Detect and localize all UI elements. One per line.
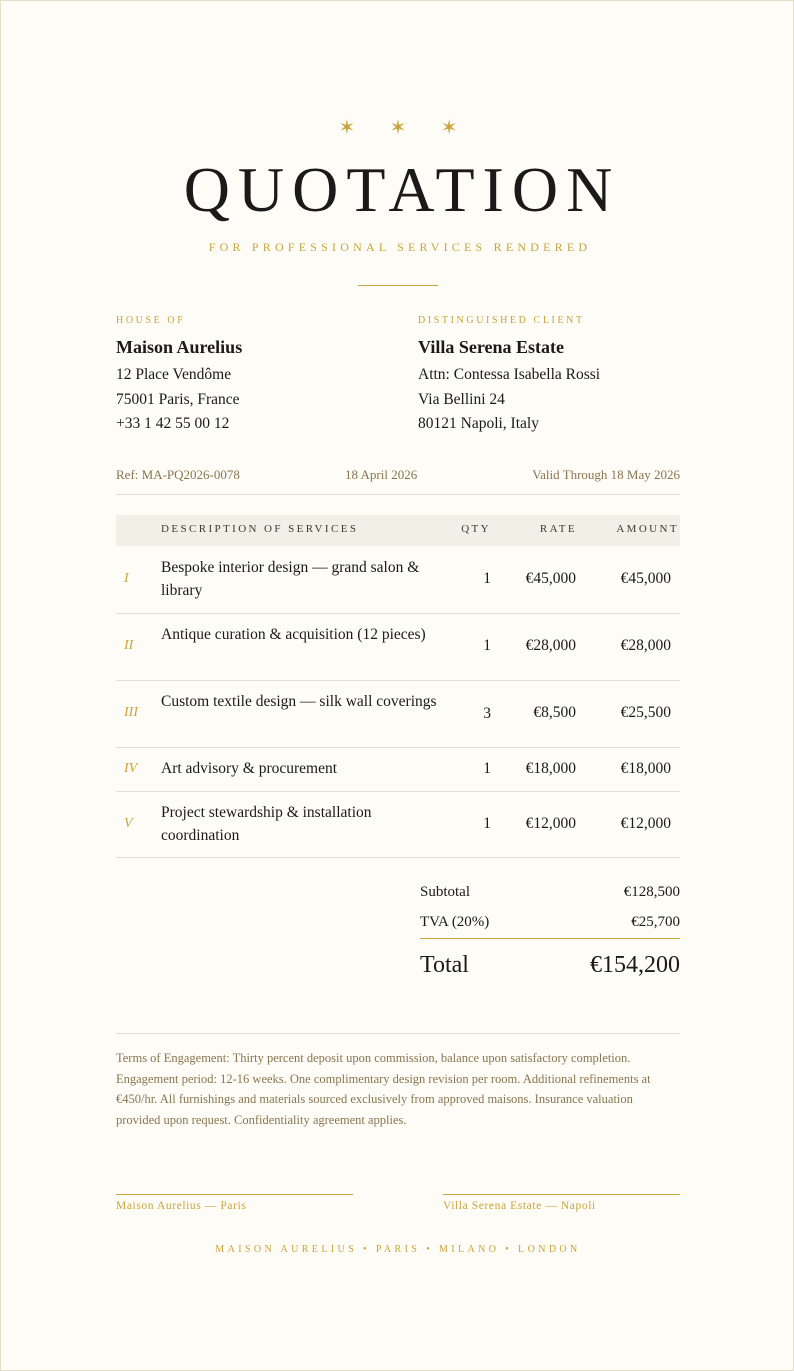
divider	[116, 494, 680, 495]
document-title: QUOTATION	[183, 154, 621, 225]
star-ornament-icon: ✶ ✶ ✶	[338, 115, 472, 139]
service-description: Bespoke interior design — grand salon & library	[161, 559, 420, 599]
service-description: Art advisory & procurement	[161, 760, 338, 777]
client-address-line: Via Bellini 24	[418, 391, 505, 408]
service-description: Project stewardship & installation coordination	[161, 804, 372, 844]
title-divider	[358, 285, 438, 286]
column-header-description: DESCRIPTION OF SERVICES	[161, 523, 359, 535]
row-number: II	[124, 638, 134, 653]
service-description: Custom textile design — silk wall coverings	[161, 693, 437, 710]
divider	[116, 1033, 680, 1034]
service-amount: €45,000	[620, 570, 671, 587]
service-amount: €25,500	[620, 704, 671, 721]
client-label: DISTINGUISHED CLIENT	[418, 315, 585, 326]
service-rate: €8,500	[533, 704, 576, 721]
row-divider	[116, 680, 680, 681]
document-subtitle: FOR PROFESSIONAL SERVICES RENDERED	[208, 240, 592, 254]
row-number: IV	[124, 761, 138, 776]
signature-caption-sender: Maison Aurelius — Paris	[116, 1200, 247, 1212]
service-rate: €45,000	[525, 570, 576, 587]
sender-address-line: 75001 Paris, France	[116, 391, 240, 408]
signature-line-left	[116, 1194, 353, 1195]
total-label: Total	[420, 952, 469, 978]
client-address-line: 80121 Napoli, Italy	[418, 415, 539, 432]
service-amount: €28,000	[620, 637, 671, 654]
issue-date: 18 April 2026	[345, 467, 418, 482]
column-header-amount: AMOUNT	[616, 523, 679, 535]
client-attention: Attn: Contessa Isabella Rossi	[418, 366, 601, 383]
sender-address-line: 12 Place Vendôme	[116, 366, 232, 383]
sender-phone: +33 1 42 55 00 12	[116, 415, 230, 432]
row-number: V	[124, 816, 133, 831]
tax-label: TVA (20%)	[420, 914, 490, 930]
signature-line-right	[443, 1194, 680, 1195]
service-qty: 1	[483, 637, 491, 654]
terms-of-engagement: Terms of Engagement: Thirty percent deposit upon commission, balance upon satisfactory completion. Engagement period: 12-16 weeks. One complimentary design revision per room. Additional refinements at €450/hr. All furnishings and materials sourced exclusively from approved maisons. Insurance valuation provided upon request. Confidentiality agreement applies.	[116, 1051, 651, 1127]
footer-locations: MAISON AURELIUS • PARIS • MILANO • LONDON	[215, 1244, 581, 1255]
service-rate: €12,000	[525, 815, 576, 832]
tax-value: €25,700	[631, 914, 680, 930]
row-number: I	[124, 571, 129, 586]
service-rate: €28,000	[525, 637, 576, 654]
row-divider	[116, 747, 680, 748]
total-divider	[420, 938, 680, 939]
service-qty: 1	[483, 815, 491, 832]
sender-label: HOUSE OF	[116, 315, 186, 326]
service-qty: 1	[483, 570, 491, 587]
service-qty: 3	[483, 705, 491, 722]
service-rate: €18,000	[525, 760, 576, 777]
subtotal-value: €128,500	[623, 884, 680, 900]
service-amount: €12,000	[620, 815, 671, 832]
row-divider	[116, 613, 680, 614]
service-description: Antique curation & acquisition (12 pieces)	[161, 626, 426, 643]
total-value: €154,200	[590, 952, 680, 978]
client-name: Villa Serena Estate	[418, 337, 564, 357]
service-amount: €18,000	[620, 760, 671, 777]
column-header-rate: RATE	[539, 523, 577, 535]
row-divider	[116, 791, 680, 792]
signature-caption-client: Villa Serena Estate — Napoli	[443, 1200, 596, 1212]
row-number: III	[124, 705, 138, 720]
reference-number: Ref: MA-PQ2026-0078	[116, 467, 240, 482]
valid-through-date: Valid Through 18 May 2026	[532, 467, 680, 482]
row-divider	[116, 857, 680, 858]
column-header-qty: QTY	[461, 523, 491, 535]
sender-name: Maison Aurelius	[116, 337, 243, 357]
service-qty: 1	[483, 760, 491, 777]
subtotal-label: Subtotal	[420, 884, 471, 900]
